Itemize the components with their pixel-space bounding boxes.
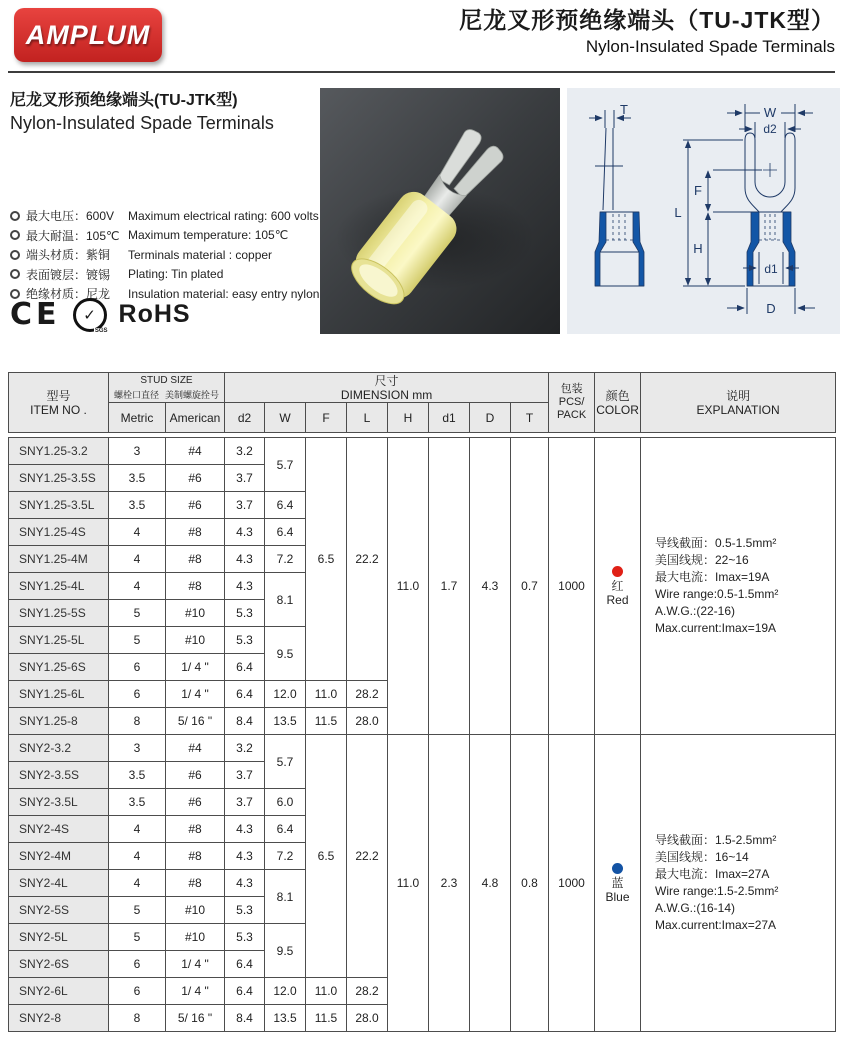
cell-metric: 4 (109, 816, 166, 843)
cell-pack: 1000 (549, 735, 595, 1032)
cell-american: #6 (166, 789, 225, 816)
header-divider (8, 71, 835, 73)
color-name-en: Red (606, 592, 629, 607)
cell-metric: 3.5 (109, 465, 166, 492)
cell-item-no: SNY2-3.5S (9, 762, 109, 789)
ce-mark-icon: CE (10, 297, 61, 332)
col-american: American (166, 403, 225, 433)
cell-d2: 6.4 (225, 978, 265, 1005)
amplum-logo (14, 8, 162, 62)
dim-label-h: H (693, 241, 703, 256)
explanation-line: Max.current:Imax=19A (655, 621, 777, 635)
cell-american: #10 (166, 897, 225, 924)
table-row (9, 438, 836, 465)
cell-metric: 4 (109, 519, 166, 546)
cell-d1: 1.7 (429, 438, 470, 735)
cell-item-no: SNY1.25-3.2 (9, 438, 109, 465)
item-no-en: ITEM NO . (30, 402, 87, 417)
color-en: COLOR (596, 402, 639, 417)
bullet-icon (10, 269, 20, 279)
spec-en: Terminals material : copper (128, 247, 273, 262)
cell-item-no: SNY2-4S (9, 816, 109, 843)
cell-item-no: SNY1.25-8 (9, 708, 109, 735)
color-name-en: Blue (605, 889, 630, 904)
color-dot (612, 566, 623, 577)
intro-title-zh: 尼龙叉形预绝缘端头(TU-JTK型) (10, 92, 238, 109)
col-explanation (641, 373, 836, 433)
cell-item-no: SNY2-8 (9, 1005, 109, 1032)
explanation-line: Max.current:Imax=27A (655, 918, 777, 932)
dimension-zh: 尺寸 (374, 373, 399, 388)
intro-title-en: Nylon-Insulated Spade Terminals (10, 113, 274, 133)
explanation-line: Wire range:1.5-2.5mm² (655, 884, 779, 898)
bullet-icon (10, 211, 20, 221)
cell-d2: 3.2 (225, 735, 265, 762)
cell-w: 13.5 (265, 1005, 306, 1032)
rohs-label: RoHS (118, 300, 191, 328)
cell-w: 12.0 (265, 681, 306, 708)
spec-table (8, 372, 835, 1032)
cell-american: #8 (166, 870, 225, 897)
cell-w: 9.5 (265, 924, 306, 978)
cell-l: 22.2 (347, 438, 388, 681)
cell-d2: 5.3 (225, 897, 265, 924)
dim-label-d1: d1 (764, 262, 778, 276)
cell-metric: 6 (109, 681, 166, 708)
col-h: H (388, 403, 429, 433)
dim-label-d: D (766, 301, 776, 316)
cell-d2: 6.4 (225, 654, 265, 681)
product-photo (320, 88, 560, 334)
color-zh: 颜色 (605, 388, 630, 403)
cell-w: 7.2 (265, 843, 306, 870)
col-w: W (265, 403, 306, 433)
col-d2: d2 (225, 403, 265, 433)
cell-w: 6.4 (265, 816, 306, 843)
cell-item-no: SNY2-5S (9, 897, 109, 924)
cell-metric: 5 (109, 897, 166, 924)
cell-d2: 4.3 (225, 519, 265, 546)
cell-item-no: SNY1.25-5S (9, 600, 109, 627)
cell-metric: 3 (109, 735, 166, 762)
cell-american: 5/ 16 " (166, 708, 225, 735)
spec-item (10, 206, 320, 226)
explanation-zh: 说明 (726, 388, 751, 403)
stud-zh-metric: 螺栓口直径 (114, 389, 160, 400)
cell-f: 11.5 (306, 708, 347, 735)
cell-d: 4.3 (470, 438, 511, 735)
dimension-drawing (567, 88, 840, 334)
explanation-line: 最大电流：Imax=27A (655, 867, 770, 881)
spec-table-body (8, 437, 836, 1032)
color-dot (612, 863, 623, 874)
cell-metric: 6 (109, 978, 166, 1005)
cell-american: #8 (166, 816, 225, 843)
explanation-line: 导线截面：0.5-1.5mm² (655, 536, 777, 550)
col-metric: Metric (109, 403, 166, 433)
col-item-no (9, 373, 109, 433)
table-row (9, 735, 836, 762)
cell-metric: 5 (109, 600, 166, 627)
cell-item-no: SNY2-3.2 (9, 735, 109, 762)
cell-explanation (641, 438, 836, 735)
col-f: F (306, 403, 347, 433)
cell-d2: 3.7 (225, 465, 265, 492)
cell-d2: 6.4 (225, 681, 265, 708)
cell-l: 22.2 (347, 735, 388, 978)
cell-item-no: SNY1.25-4S (9, 519, 109, 546)
cell-d2: 3.7 (225, 762, 265, 789)
dim-label-t: T (620, 102, 628, 117)
pack-en2: PACK (557, 409, 587, 421)
cell-item-no: SNY1.25-4M (9, 546, 109, 573)
cell-metric: 4 (109, 573, 166, 600)
cell-metric: 8 (109, 708, 166, 735)
cell-item-no: SNY2-4M (9, 843, 109, 870)
cell-item-no: SNY2-6L (9, 978, 109, 1005)
explanation-line: A.W.G.:(22-16) (655, 604, 736, 618)
cell-explanation (641, 735, 836, 1032)
cell-metric: 4 (109, 546, 166, 573)
spec-en: Maximum temperature: 105℃ (128, 228, 289, 243)
spec-en: Maximum electrical rating: 600 volts (128, 208, 319, 223)
spec-item (10, 265, 320, 285)
cell-d2: 8.4 (225, 1005, 265, 1032)
dim-label-w: W (763, 105, 777, 120)
cell-d2: 4.3 (225, 870, 265, 897)
cell-pack: 1000 (549, 438, 595, 735)
explanation-line: A.W.G.:(16-14) (655, 901, 736, 915)
cell-f: 11.0 (306, 978, 347, 1005)
cell-d2: 8.4 (225, 708, 265, 735)
cell-w: 6.4 (265, 492, 306, 519)
spec-table-header (8, 372, 836, 433)
col-l: L (347, 403, 388, 433)
explanation-line: 最大电流：Imax=19A (655, 570, 770, 584)
explanation-en: EXPLANATION (696, 402, 780, 417)
cell-l: 28.2 (347, 681, 388, 708)
spec-zh: 表面镀层：镀锡 (26, 267, 111, 282)
col-t: T (511, 403, 549, 433)
spec-en: Insulation material: easy entry nylon (128, 286, 320, 301)
cell-metric: 5 (109, 627, 166, 654)
col-stud-size (109, 373, 225, 403)
cell-item-no: SNY1.25-6S (9, 654, 109, 681)
cell-american: 1/ 4 " (166, 681, 225, 708)
check-icon: ✓ (83, 306, 96, 324)
cell-f: 11.5 (306, 1005, 347, 1032)
cell-d2: 6.4 (225, 951, 265, 978)
cell-d2: 3.7 (225, 492, 265, 519)
cell-l: 28.0 (347, 708, 388, 735)
cell-american: 1/ 4 " (166, 978, 225, 1005)
explanation-line: 美国线规：16~14 (655, 850, 749, 864)
cell-d2: 5.3 (225, 924, 265, 951)
cell-american: #10 (166, 600, 225, 627)
sgs-label: SGS (94, 327, 108, 334)
dim-label-f: F (694, 183, 702, 198)
col-dimension (225, 373, 549, 403)
cell-metric: 5 (109, 924, 166, 951)
cell-w: 5.7 (265, 735, 306, 789)
cell-item-no: SNY1.25-5L (9, 627, 109, 654)
cell-w: 7.2 (265, 546, 306, 573)
logo-text: AMPLUM (25, 19, 151, 50)
spec-zh: 端头材质：紫铜 (26, 248, 111, 263)
cell-metric: 8 (109, 1005, 166, 1032)
spec-zh: 绝缘材质：尼龙 (26, 287, 111, 302)
dim-label-d2: d2 (763, 122, 777, 136)
cell-f: 11.0 (306, 681, 347, 708)
spade-terminal-image (320, 88, 560, 334)
intro-block (10, 90, 316, 135)
color-name-zh: 蓝 (611, 875, 624, 890)
cell-w: 8.1 (265, 573, 306, 627)
spec-item (10, 245, 320, 265)
explanation-line: 导线截面：1.5-2.5mm² (655, 833, 777, 847)
col-color (595, 373, 641, 433)
spec-item (10, 226, 320, 246)
page-title-en: Nylon-Insulated Spade Terminals (585, 37, 835, 56)
item-no-zh: 型号 (46, 388, 71, 403)
cell-item-no: SNY1.25-6L (9, 681, 109, 708)
pack-en1: PCS/ (558, 396, 585, 408)
header-row-1 (9, 373, 836, 403)
cell-metric: 6 (109, 951, 166, 978)
cell-american: #8 (166, 573, 225, 600)
cell-american: #10 (166, 627, 225, 654)
cell-american: 1/ 4 " (166, 654, 225, 681)
cell-f: 6.5 (306, 438, 347, 681)
spec-en: Plating: Tin plated (128, 267, 224, 282)
dimension-diagram (567, 88, 840, 334)
col-d: D (470, 403, 511, 433)
spec-list (10, 206, 320, 304)
cell-f: 6.5 (306, 735, 347, 978)
bullet-icon (10, 250, 20, 260)
cell-american: #6 (166, 762, 225, 789)
spec-zh: 最大电压：600V (26, 209, 115, 224)
explanation-line: 美国线规：22~16 (655, 553, 749, 567)
col-d1: d1 (429, 403, 470, 433)
cell-t: 0.7 (511, 438, 549, 735)
page-header-titles (459, 5, 835, 59)
cell-metric: 3.5 (109, 762, 166, 789)
cell-h: 11.0 (388, 438, 429, 735)
dimension-en: DIMENSION mm (340, 387, 433, 402)
cell-american: #4 (166, 735, 225, 762)
cell-t: 0.8 (511, 735, 549, 1032)
stud-size-zh (109, 388, 224, 402)
explanation-line: Wire range:0.5-1.5mm² (655, 587, 779, 601)
cell-item-no: SNY2-3.5L (9, 789, 109, 816)
cell-american: #8 (166, 843, 225, 870)
cell-l: 28.0 (347, 1005, 388, 1032)
cell-metric: 3 (109, 438, 166, 465)
cell-american: #8 (166, 519, 225, 546)
cell-w: 6.0 (265, 789, 306, 816)
cell-w: 12.0 (265, 978, 306, 1005)
cell-american: 1/ 4 " (166, 951, 225, 978)
spec-zh: 最大耐温：105℃ (26, 228, 120, 243)
cell-h: 11.0 (388, 735, 429, 1032)
cell-american: #10 (166, 924, 225, 951)
cell-d2: 4.3 (225, 843, 265, 870)
cell-d2: 5.3 (225, 627, 265, 654)
certification-logos (10, 297, 191, 332)
cell-d2: 3.2 (225, 438, 265, 465)
cell-color (595, 735, 641, 1032)
cell-d: 4.8 (470, 735, 511, 1032)
stud-size-en: STUD SIZE (140, 374, 193, 386)
sgs-badge-icon (73, 298, 107, 332)
color-name-zh: 红 (611, 578, 624, 593)
cell-item-no: SNY1.25-3.5S (9, 465, 109, 492)
col-pack (549, 373, 595, 433)
bullet-icon (10, 230, 20, 240)
cell-item-no: SNY2-4L (9, 870, 109, 897)
cell-metric: 6 (109, 654, 166, 681)
pack-zh: 包装 (560, 383, 583, 395)
cell-item-no: SNY1.25-4L (9, 573, 109, 600)
cell-w: 8.1 (265, 870, 306, 924)
cell-item-no: SNY1.25-3.5L (9, 492, 109, 519)
cell-american: #6 (166, 492, 225, 519)
cell-w: 6.4 (265, 519, 306, 546)
cell-item-no: SNY2-5L (9, 924, 109, 951)
cell-l: 28.2 (347, 978, 388, 1005)
cell-d2: 3.7 (225, 789, 265, 816)
cell-w: 9.5 (265, 627, 306, 681)
cell-d2: 4.3 (225, 816, 265, 843)
cell-w: 5.7 (265, 438, 306, 492)
cell-metric: 4 (109, 843, 166, 870)
cell-american: 5/ 16 " (166, 1005, 225, 1032)
dim-label-l: L (674, 205, 682, 220)
cell-color (595, 438, 641, 735)
cell-d2: 4.3 (225, 573, 265, 600)
cell-d2: 4.3 (225, 546, 265, 573)
cell-american: #4 (166, 438, 225, 465)
cell-american: #6 (166, 465, 225, 492)
cell-american: #8 (166, 546, 225, 573)
stud-zh-american: 美制螺旋拴号 (164, 389, 219, 400)
cell-metric: 3.5 (109, 789, 166, 816)
cell-d1: 2.3 (429, 735, 470, 1032)
cell-w: 13.5 (265, 708, 306, 735)
cell-metric: 3.5 (109, 492, 166, 519)
cell-metric: 4 (109, 870, 166, 897)
page-title-zh: 尼龙叉形预绝缘端头（TU-JTK型） (459, 7, 835, 33)
cell-d2: 5.3 (225, 600, 265, 627)
cell-item-no: SNY2-6S (9, 951, 109, 978)
